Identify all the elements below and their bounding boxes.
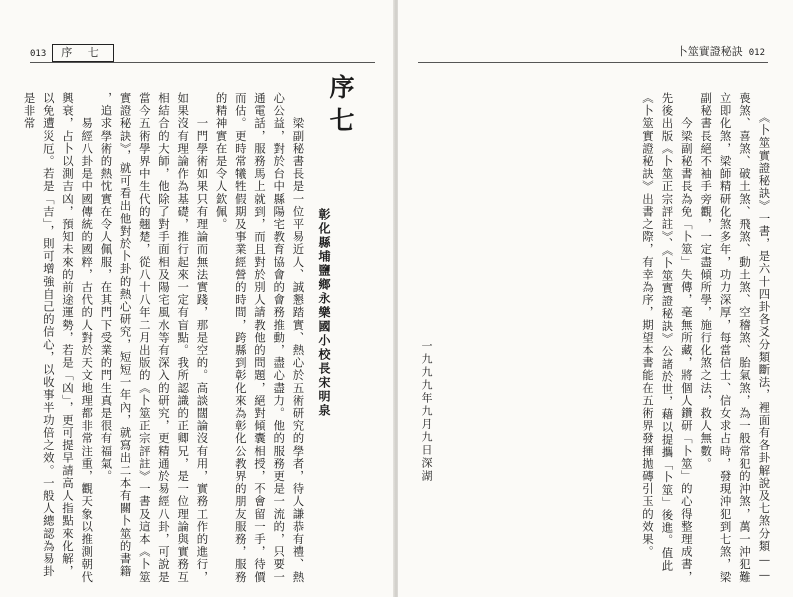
- text-column: 副秘書長絕不袖手旁觀，一定盡傾所學，施行化煞之法，救人無數。: [699, 92, 714, 470]
- text-column: 實證秘訣》，就可看出他對於卜卦的熱心研究，短短一年內，就寫出二本有關卜筮的書籍: [118, 92, 133, 578]
- right-page: [398, 0, 793, 597]
- running-head: 卜筮實證秘訣: [676, 45, 743, 58]
- author-signature: 彰化縣埔鹽鄉永樂國小校長宋明泉: [317, 208, 331, 418]
- text-column: 興衰，占卜以測吉凶，預知未來的前途運勢，若是「凶」，更可提早請高人指點來化解，: [61, 92, 75, 578]
- left-header-rule: [30, 62, 375, 63]
- text-column: 易經八卦是中國傳統的國粹，古代的人對於天文地理都非常注重，觀天象以推測朝代: [80, 92, 95, 584]
- text-column: 今梁副秘書長為免「卜筮」失傳，毫無所藏，將個人鑽研「卜筮」的心得整理成書，: [679, 92, 694, 584]
- text-column: 以免遭災厄。若是「吉」，則可增強自己的信心，以收事半功倍之效。一般人總認為易卦: [41, 92, 56, 578]
- text-column: 如果沒有理論作為基礎，推行起來一定有盲點。我所認識的正卿兄，是一位理論與實務互: [176, 92, 191, 584]
- text-column: 喪煞、喜煞、破土煞、飛煞、動土煞、空稽煞、胎氣煞，為一般常犯的沖煞，萬一沖犯難: [738, 92, 752, 584]
- preface-title: 序七: [326, 74, 355, 140]
- text-column: 相結合的大師，他除了對手面相及陽宅風水等有深入的研究，更精通於易經八卦，可說是: [157, 92, 171, 584]
- section-label: 序 七: [52, 44, 114, 62]
- right-page-number: 012: [748, 48, 765, 58]
- text-column: 立即化煞，梁師精研化煞多年，功力深厚，每當信士、信女求占時，發現沖犯到七煞，梁: [718, 92, 733, 584]
- preface-date: 一九九九年九月九日深湖: [420, 340, 433, 483]
- text-column: 一門學術如果只有理論而無法實踐，那是空的。高談闊論沒有用，實務工作的進行，: [195, 92, 210, 584]
- left-page: [0, 0, 395, 597]
- text-column: 是非常: [22, 92, 37, 130]
- left-page-number: 013: [30, 49, 47, 59]
- text-column: ，追求學術的熱忱實在令人佩服，在其門下受業的門生真是很有福氣。: [99, 92, 114, 483]
- text-column: 《卜筮實證秘訣》一書，是六十四卦各爻分類斷法，裡面有各卦解說及七煞分類——: [757, 92, 772, 583]
- text-column: 梁副秘書長是一位平易近人、誠懇踏實、熱心於五術研究的學者，待人謙恭有禮、熱: [291, 92, 306, 584]
- text-column: 通電話，服務馬上就到，而且對於別人請教他的問題，絕對傾囊相授，不會留一手，待價: [253, 92, 267, 584]
- text-column: 的精神實在是令人欽佩。: [214, 92, 229, 231]
- text-column: 《卜筮實證秘訣》出書之際，有幸為序，期望本書能在五術界發揮拋磚引玉的效果。: [641, 92, 655, 559]
- text-column: 心公益，對於台中縣陽宅教育協會的會務推動，盡心盡力。他的服務更是一流的，只要一: [272, 92, 287, 584]
- right-header-rule: [418, 62, 768, 63]
- text-column: 當今五術學界中生代的翹楚，從八十八年二月出版的《卜筮正宗評註》一書及這本《卜筮: [137, 92, 152, 584]
- text-column: 先後出版《卜筮正宗評註》、《卜筮實證秘訣》公諸於世，藉以提攜「卜筮」後進。值此: [660, 92, 675, 572]
- right-header: [677, 44, 765, 60]
- text-column: 而估。更時常犧牲假期及事業經營的時間，跨縣到彰化來為彰化公教界的朋友服務，服務: [233, 92, 248, 584]
- left-header: [30, 44, 114, 60]
